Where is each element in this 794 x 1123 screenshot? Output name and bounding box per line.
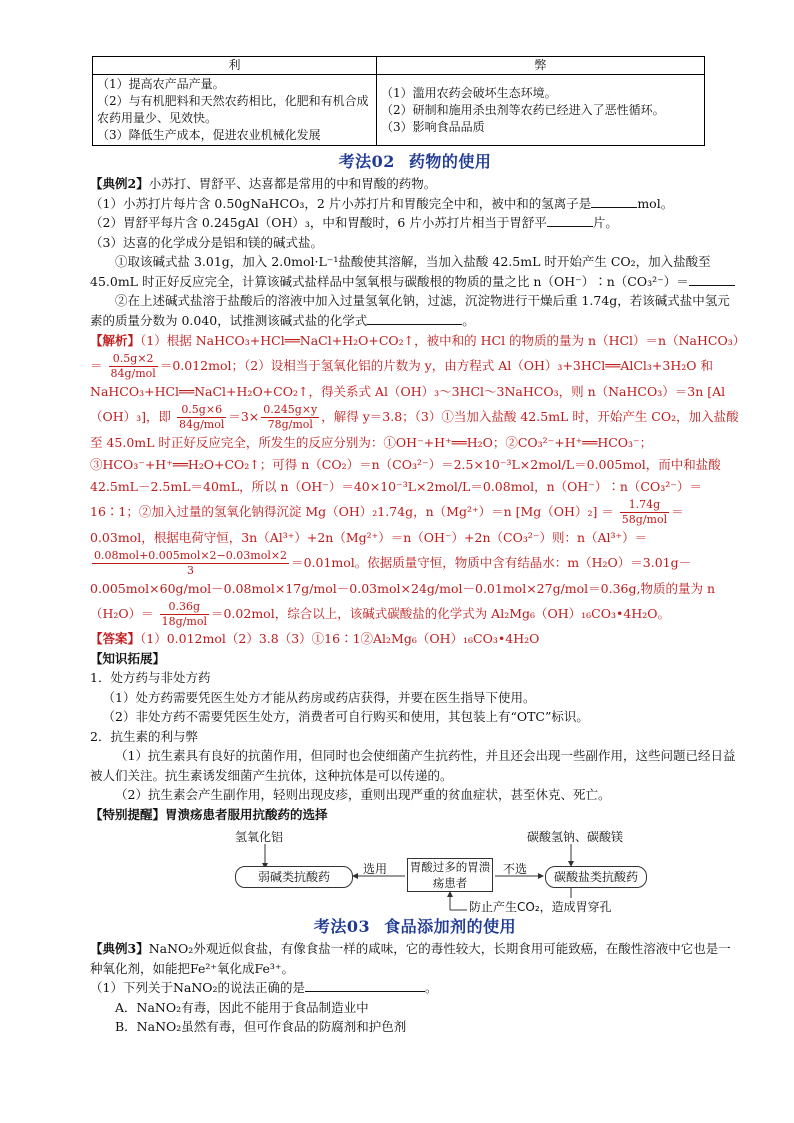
answer-blank <box>547 214 593 227</box>
diagram-top-right: 碳酸氢钠、碳酸镁 <box>527 830 624 844</box>
cons-item: （3）影响食品品质 <box>381 119 485 134</box>
pros-cons-table <box>92 56 705 146</box>
diagram-use-label: 选用 <box>363 862 388 876</box>
answer-blank <box>367 312 462 325</box>
pros-cell <box>93 75 377 146</box>
diagram-top-left: 氢氧化铝 <box>235 830 284 844</box>
cons-item: （2）研制和施用杀虫剂等农药已经进入了恶性循环。 <box>381 102 665 117</box>
weak-base-antacid-box: 弱碱类抗酸药 <box>235 866 353 888</box>
example3-text: 【典例3】NaNO₂外观近似食盐，有像食盐一样的咸味，它的毒性较大，长期食用可能致癌，在酸性溶液中它也是一种氧化剂，如能把Fe²⁺氧化成Fe³⁺。 <box>90 941 731 976</box>
fraction: $\frac{\text{0.08mol+0.005mol×2−0.03mol×2}}{3}$ <box>94 549 288 577</box>
example3-option-a: A．NaNO₂有毒，因此不能用于食品制造业中 <box>115 999 369 1015</box>
fraction: $\frac{1.74g}{\text{58g/mol}}$ <box>621 498 668 526</box>
example3-option-b: B．NaNO₂虽然有毒，但可作食品的防腐剂和护色剂 <box>115 1019 407 1034</box>
pros-item: （3）降低生产成本，促进农业机械化发展 <box>97 128 321 142</box>
example2-q1: （1）小苏打片每片含 0.50gNaHCO₃，2 片小苏打片和胃酸完全中和，被中和的氢离子是 mol。 <box>90 195 674 211</box>
section-number: 考法03 <box>313 917 371 936</box>
knowledge-h1a: （1）处方药需要凭医生处方才能从药房或药店获得，并要在医生指导下使用。 <box>102 689 536 705</box>
cons-header: 弊 <box>377 57 705 75</box>
analysis-block: 【解析】（1）根据 NaHCO₃+HCl══NaCl+H₂O+CO₂↑，被中和的 HCl 的物质的量为 n（HCl）＝n（NaHCO₃）＝ $\frac{0.5g\times 2}{\text{84g/mol}}$ ＝0.012mol；（2）设相当于氢氧化铝的片数为 y，由方程式 Al（OH）₃+3HCl══AlCl₃+3H₂O 和 NaHCO₃+HCl══NaCl+H₂O+CO₂↑，得关系式 Al（OH）₃～3HCl～3NaHCO₃，则 n（NaHCO₃）＝3n [Al（OH）₃]，即 $\frac{0.5g\times 6}{\text{84g/mol}}$ ＝3× $\frac{0.245g\times y}{\text{78g/mol}}$ ，解得 y＝3.8；（3）①当加入盐酸 42.5mL 时，开始产生 CO₂，加入盐酸至 45.0mL 时正好反应完全，所发生的反应分别为：①OH⁻+H⁺══H₂O；②CO₃²⁻+H⁺══HCO₃⁻；③HCO₃⁻+H⁺══H₂O+CO₂↑；可得 n（CO₂）＝n（CO₃²⁻）＝2.5×10⁻³L×2mol/L＝0.005mol，而中和盐酸 42.5mL－2.5mL＝40mL，所以 n（OH⁻）＝40×10⁻³L×2mol/L＝0.08mol，n（OH⁻）∶n（CO₃²⁻）＝16∶1；②加入过量的氢氧化钠得沉淀 Mg（OH）₂1.74g，n（Mg²⁺）＝n [Mg（OH）₂] ＝ $\frac{1.74g}{\text{58g/mol}}$ ＝0.03mol，根据电荷守恒，3n（Al³⁺）+2n（Mg²⁺）＝n（OH⁻）+2n（CO₃²⁻）则：n（Al³⁺）＝ $\frac{\text{0.08mol+0.005mol×2−0.03mol×2}}{3}$ ＝0.01mol。依据质量守恒，物质中含有结晶水：m（H₂O）＝3.01g－0.005mol×60g/mol－0.08mol×17g/mol－0.03mol×24g/mol－0.01mol×27g/mol＝0.36g,物质的量为 n（H₂O）＝ $\frac{0.36g}{\text{18g/mol}}$ ＝0.02mol，综合以上，该碱式碳酸盐的化学式为 Al₂Mg₆（OH）₁₆CO₃•4H₂O。 <box>90 333 739 628</box>
section-heading-2 <box>90 149 740 172</box>
knowledge-tag: 【知识拓展】 <box>90 650 166 666</box>
antacid-diagram <box>235 828 655 914</box>
page <box>90 56 740 1037</box>
fraction: $\frac{0.36g}{\text{18g/mol}}$ <box>161 600 207 628</box>
knowledge-h2: 2．抗生素的利与弊 <box>90 728 198 744</box>
section-number: 考法02 <box>338 152 395 171</box>
diagram-not-use-label: 不选 <box>503 862 528 876</box>
fraction: $\frac{0.245g\times y}{\text{78g/mol}}$ <box>263 403 318 431</box>
example2-intro: 【典例2】小苏打、胃舒平、达喜都是常用的中和胃酸的药物。 <box>90 176 437 191</box>
cons-cell <box>377 75 705 146</box>
example3-q1: （1）下列关于NaNO₂的说法正确的是 。 <box>90 980 438 995</box>
example2-q3: （3）达喜的化学成分是铝和镁的碱式盐。 <box>90 234 323 250</box>
pros-item: （1）提高农产品产量。 <box>97 77 225 91</box>
answer-blank <box>305 979 425 992</box>
knowledge-h1: 1．处方药与非处方药 <box>90 670 211 685</box>
patient-box: 胃酸过多的胃溃疡患者 <box>407 858 493 892</box>
section-title: 食品添加剂的使用 <box>384 917 517 936</box>
cons-item: （1）滥用农药会破坏生态环境。 <box>381 85 557 100</box>
fraction: $\frac{0.5g\times 6}{\text{84g/mol}}$ <box>179 403 225 431</box>
answer-blank <box>591 195 637 208</box>
knowledge-h2a: （1）抗生素具有良好的抗菌作用，但同时也会使细菌产生抗药性，并且还会出现一些副作用，这些问题已经日益被人们关注。抗生素诱发细菌产生抗体，这种抗体是可以传递的。 <box>90 748 736 783</box>
example2-q3a: ①取该碱式盐 3.01g，加入 2.0mol·L⁻¹盐酸使其溶解，当加入盐酸 42.5mL 时开始产生 CO₂，加入盐酸至 45.0mL 时正好反应完全，计算该碱式盐样品中氢氧根与碳酸根的物质的量之比 n（OH⁻）∶n（CO₃²⁻）＝ <box>90 252 740 291</box>
diagram-bottom-label: 防止产生CO₂，造成胃穿孔 <box>469 900 612 914</box>
carbonate-antacid-box: 碳酸盐类抗酸药 <box>545 866 647 888</box>
tip-line: 【特别提醒】胃溃疡患者服用抗酸药的选择 <box>90 806 328 822</box>
knowledge-h2b: （2）抗生素会产生副作用，轻则出现皮疹，重则出现严重的贫血症状，甚至休克、死亡。 <box>115 787 611 802</box>
answer-line: 【答案】（1）0.012mol（2）3.8（3）①16∶1②Al₂Mg₆（OH）₁₆CO₃•4H₂O <box>90 631 540 646</box>
answer-blank <box>689 273 735 286</box>
section-heading-3 <box>90 914 740 937</box>
pros-header: 利 <box>93 57 377 75</box>
fraction: $\frac{0.5g\times 2}{\text{84g/mol}}$ <box>110 352 156 380</box>
example2-q2: （2）胃舒平每片含 0.245gAl（OH）₃，中和胃酸时，6 片小苏打片相当于胃舒平 片。 <box>90 215 618 230</box>
knowledge-h1b: （2）非处方药不需要凭医生处方，消费者可自行购买和使用，其包装上有“OTC”标识。 <box>102 709 589 724</box>
example2-q3b: ②在上述碱式盐溶于盐酸后的溶液中加入过量氢氧化钠，过滤，沉淀物进行干燥后重 1.74g，若该碱式盐中氢元素的质量分数为 0.040，试推测该碱式盐的化学式 。 <box>90 293 730 328</box>
section-title: 药物的使用 <box>408 152 492 171</box>
pros-item: （2）与有机肥料和天然农药相比，化肥和有机合成农药用量少、见效快。 <box>97 94 369 125</box>
